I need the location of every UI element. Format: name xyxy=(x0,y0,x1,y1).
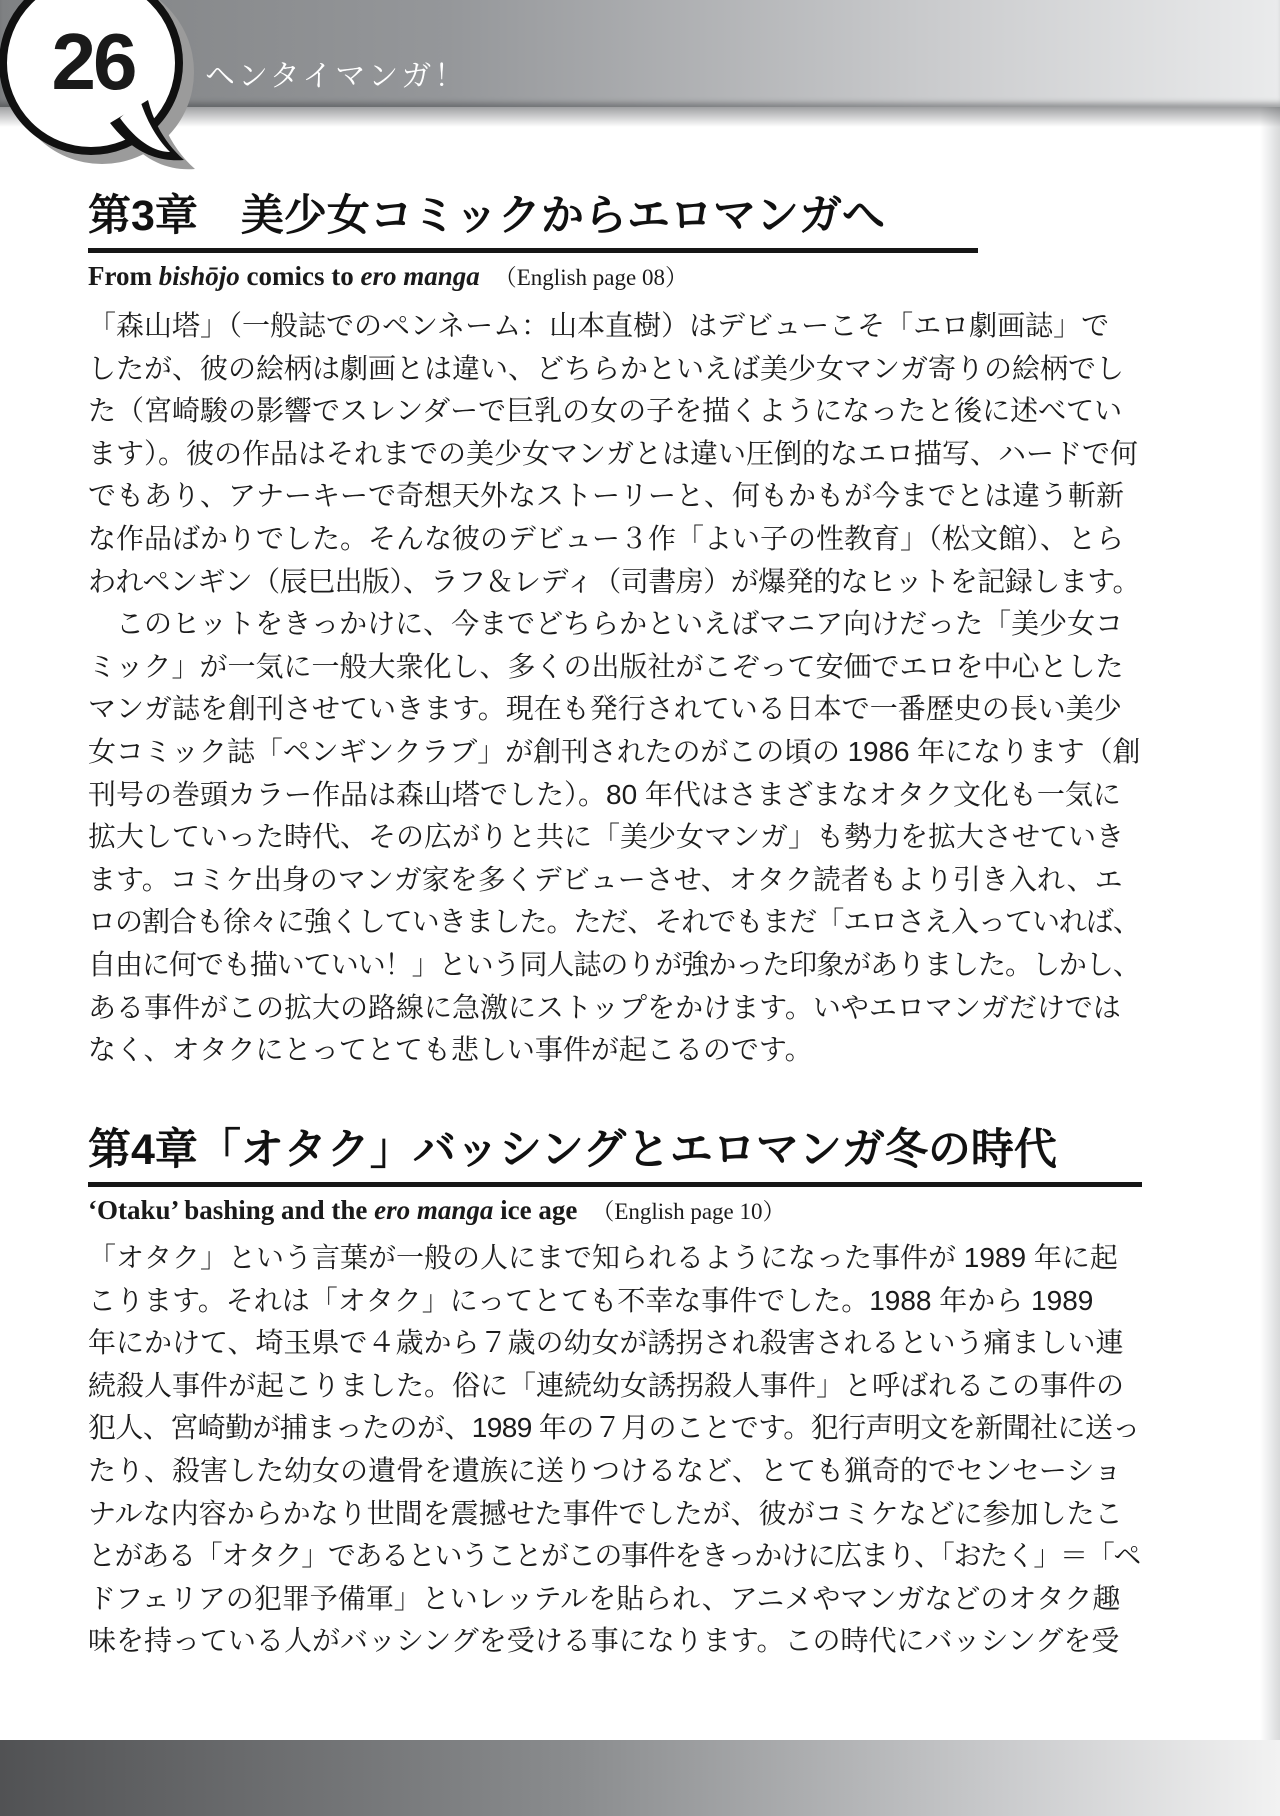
body-line: マンガ誌を創刊させていきます。現在も発行されている日本で一番歴史の長い美少 xyxy=(88,693,1122,725)
running-header-title: ヘンタイマンガ！ xyxy=(205,60,468,93)
body-line: ます。コミケ出身のマンガ家を多くデビューさせ、オタク読者もより引き入れ、エ xyxy=(88,863,1123,895)
english-page-ref: （English page 08） xyxy=(493,265,688,290)
body-line: ナルな内容からかなり世間を震撼せた事件でしたが、彼がコミケなどに参加したこ xyxy=(88,1497,1123,1529)
chapter-3-subtitle-en xyxy=(88,259,1148,292)
subtitle-text xyxy=(88,1195,577,1225)
subtitle-part: bishōjo xyxy=(158,261,240,291)
body-line: 「森山塔」（一般誌でのペンネーム：山本直樹）はデビューこそ「エロ劇画誌」で xyxy=(88,310,1110,341)
section-chapter-3 xyxy=(88,190,1148,292)
chapter-4-body-text xyxy=(88,1237,1140,1663)
heading-underline xyxy=(88,248,978,253)
heading-underline xyxy=(88,1182,1142,1187)
body-line: 拡大していった時代、その広がりと共に「美少女マンガ」も勢力を拡大させていき xyxy=(88,821,1125,853)
subtitle-part: ice age xyxy=(493,1195,578,1225)
body-line: ある事件がこの拡大の路線に急激にストップをかけます。いやエロマンガだけでは xyxy=(88,991,1121,1023)
body-line: ドフェリアの犯罪予備軍」といレッテルを貼られ、アニメやマンガなどのオタク趣 xyxy=(88,1582,1121,1614)
subtitle-part: ero manga xyxy=(374,1195,494,1225)
body-line: 刊号の巻頭カラー作品は森山塔でした）。80 年代はさまざまなオタク文化も一気に xyxy=(88,778,1121,810)
section-chapter-4 xyxy=(88,1124,1148,1226)
subtitle-text xyxy=(88,261,480,291)
body-line: 「オタク」という言葉が一般の人にまで知られるようになった事件が 1989 年に起 xyxy=(88,1242,1118,1273)
body-line: こります。それは「オタク」にってとても不幸な事件でした。1988 年から 1989 xyxy=(88,1284,1094,1316)
body-line: 女コミック誌「ペンギンクラブ」が創刊されたのがこの頃の 1986 年になります（創 xyxy=(88,735,1141,767)
body-line: ロの割合も徐々に強くしていきました。ただ、それでもまだ「エロさえ入っていれば、 xyxy=(88,906,1140,938)
chapter-4-subtitle-en xyxy=(88,1193,1148,1226)
page-number: 26 xyxy=(51,17,135,106)
body-line: た（宮崎駿の影響でスレンダーで巨乳の女の子を描くようになったと後に述べてい xyxy=(88,395,1123,427)
chapter-4-heading: 第4章「オタク」バッシングとエロマンガ冬の時代 xyxy=(88,1126,1057,1174)
body-line: したが、彼の絵柄は劇画とは違い、どちらかといえば美少女マンガ寄りの絵柄でし xyxy=(88,352,1125,384)
body-line: 味を持っている人がバッシングを受ける事になります。この時代にバッシングを受 xyxy=(88,1625,1120,1657)
body-line: われペンギン（辰巳出版）、ラフ＆レディ（司書房）が爆発的なヒットを記録します。 xyxy=(88,565,1140,597)
body-line: 自由に何でも描いていい！」という同人誌のりが強かった印象がありました。しかし、 xyxy=(88,948,1140,980)
body-line: でもあり、アナーキーで奇想天外なストーリーと、何もかもが今までとは違う斬新 xyxy=(88,480,1125,512)
body-line: な作品ばかりでした。そんな彼のデビュー３作「よい子の性教育」（松文館）、とら xyxy=(88,522,1125,554)
subtitle-part: From xyxy=(88,261,159,291)
footer-bar xyxy=(0,1740,1280,1816)
body-line: 犯人、宮崎勤が捕まったのが、1989 年の７月のことです。犯行声明文を新聞社に送っ xyxy=(88,1412,1140,1444)
chapter-3-body-text xyxy=(88,305,1140,1072)
body-line: なく、オタクにとってとても悲しい事件が起こるのです。 xyxy=(88,1034,813,1066)
body-line: たり、殺害した幼女の遺骨を遺族に送りつけるなど、とても猟奇的でセンセーショ xyxy=(88,1454,1122,1486)
chapter-3-heading: 第3章 美少女コミックからエロマンガへ xyxy=(88,192,886,240)
body-line: このヒットをきっかけに、今までどちらかといえばマニア向けだった「美少女コ xyxy=(88,608,1124,640)
body-line: ます）。彼の作品はそれまでの美少女マンガとは違い圧倒的なエロ描写、ハードで何 xyxy=(88,437,1139,469)
body-line: とがある「オタク」であるということがこの事件をきっかけに広まり、「おたく」＝「ペ xyxy=(88,1540,1141,1572)
body-line: 年にかけて、埼玉県で４歳から７歳の幼女が誘拐され殺害されるという痛ましい連 xyxy=(88,1327,1124,1359)
subtitle-part: comics to xyxy=(239,261,361,291)
subtitle-part: ‘Otaku’ bashing and the xyxy=(88,1195,375,1225)
page-edge-shading xyxy=(1260,0,1280,1816)
body-line: ミック」が一気に一般大衆化し、多くの出版社がこぞって安価でエロを中心とした xyxy=(88,650,1124,682)
body-line: 続殺人事件が起こりました。俗に「連続幼女誘拐殺人事件」と呼ばれるこの事件の xyxy=(88,1369,1125,1401)
english-page-ref: （English page 10） xyxy=(591,1199,786,1224)
subtitle-part: ero manga xyxy=(360,261,480,291)
